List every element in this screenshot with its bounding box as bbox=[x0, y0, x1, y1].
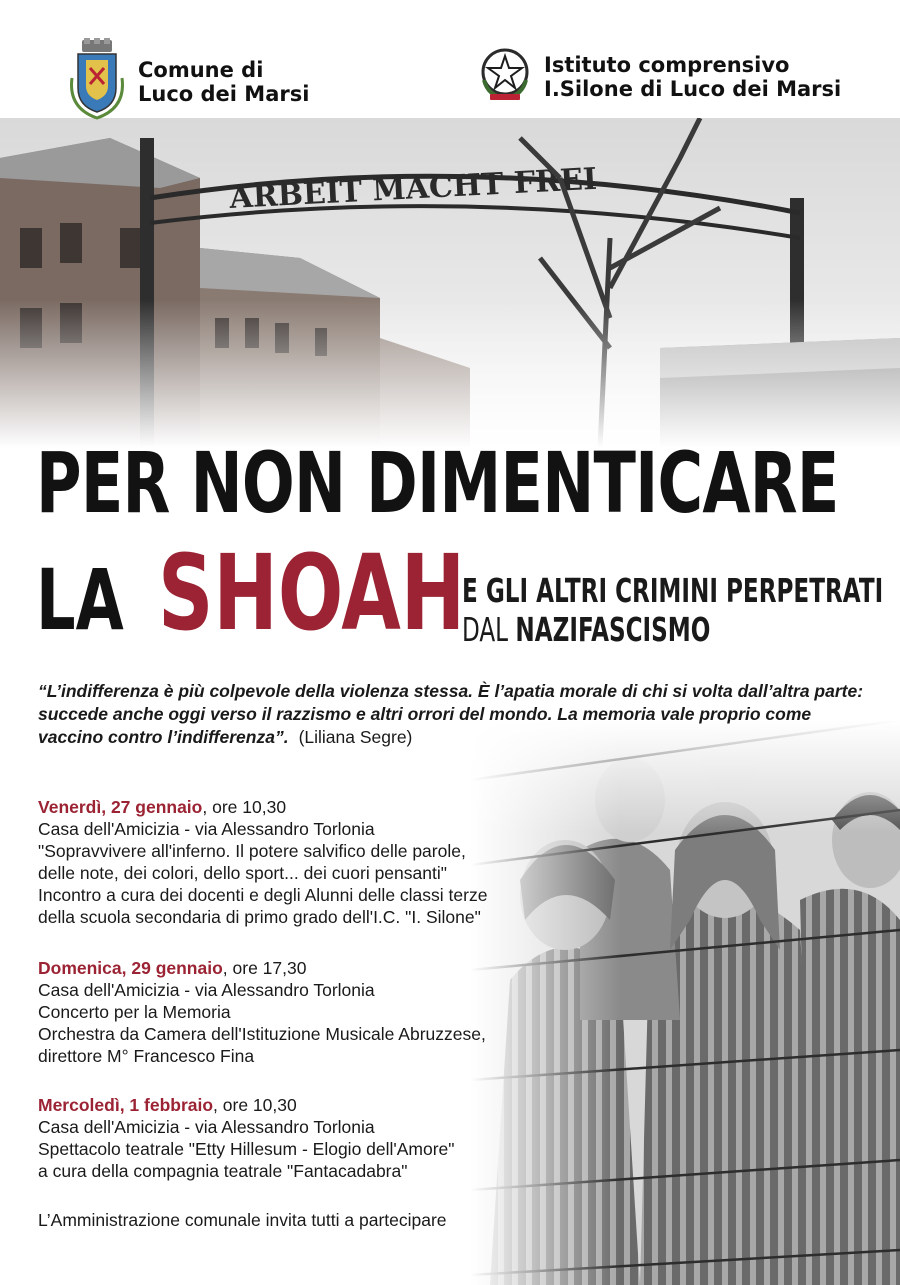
subtitle-bold: NAZIFASCISMO bbox=[515, 610, 711, 649]
invitation-text: L’Amministrazione comunale invita tutti a partecipare bbox=[38, 1210, 447, 1230]
quote-author: (Liliana Segre) bbox=[298, 727, 413, 747]
event-line: Casa dell'Amicizia - via Alessandro Torlonia bbox=[38, 1117, 375, 1137]
event-line: Spettacolo teatrale "Etty Hillesum - Elogio dell'Amore" bbox=[38, 1139, 455, 1159]
municipality-header bbox=[68, 38, 309, 125]
event-line: Incontro a cura dei docenti e degli Alunni delle classi terze bbox=[38, 885, 488, 905]
headline-la: LA bbox=[36, 551, 124, 649]
municipality-name-line2: Luco dei Marsi bbox=[138, 81, 310, 106]
headline-line1: PER NON DIMENTICARE bbox=[36, 434, 839, 532]
event-time: , ore 10,30 bbox=[202, 797, 287, 817]
event-line: a cura della compagnia teatrale "Fantacadabra" bbox=[38, 1161, 408, 1181]
segre-quote bbox=[38, 680, 878, 749]
coat-of-arms-icon bbox=[68, 38, 126, 125]
quote-text: “L’indifferenza è più colpevole della violenza stessa. È l’apatia morale di chi si volta dall’altra parte: succede anche oggi verso il razzismo e altri orrori del mondo. La memoria vale proprio come vaccino contro l’indifferenza”. bbox=[38, 681, 864, 747]
event-line: "Sopravvivere all'inferno. Il potere salvifico delle parole, bbox=[38, 841, 466, 861]
event-1 bbox=[38, 796, 508, 928]
camp-gate-photo bbox=[0, 118, 900, 448]
event-line: della scuola secondaria di primo grado dell'I.C. "I. Silone" bbox=[38, 907, 481, 927]
event-line: delle note, dei colori, dello sport... dei cuori pensanti" bbox=[38, 863, 447, 883]
italian-republic-emblem-icon bbox=[478, 46, 532, 107]
institute-name-line1: Istituto comprensivo bbox=[544, 52, 790, 77]
institute-header bbox=[478, 46, 841, 107]
headline-shoah: SHOAH bbox=[158, 532, 466, 654]
subtitle-line2 bbox=[462, 612, 710, 648]
subtitle-line1: E GLI ALTRI CRIMINI PERPETRATI bbox=[462, 571, 884, 610]
event-time: , ore 10,30 bbox=[213, 1095, 297, 1115]
event-3 bbox=[38, 1094, 508, 1182]
event-line: Orchestra da Camera dell'Istituzione Musicale Abruzzese, bbox=[38, 1024, 486, 1044]
event-time: , ore 17,30 bbox=[222, 958, 307, 978]
municipality-name-line1: Comune di bbox=[138, 57, 264, 82]
event-line: Casa dell'Amicizia - via Alessandro Torlonia bbox=[38, 980, 375, 1000]
event-line: direttore M° Francesco Fina bbox=[38, 1046, 255, 1066]
institute-name-line2: I.Silone di Luco dei Marsi bbox=[544, 76, 842, 101]
event-day: Domenica, 29 gennaio bbox=[38, 958, 223, 978]
event-day: Venerdì, 27 gennaio bbox=[38, 797, 203, 817]
event-line: Concerto per la Memoria bbox=[38, 1002, 231, 1022]
event-line: Casa dell'Amicizia - via Alessandro Torlonia bbox=[38, 819, 375, 839]
children-photo bbox=[470, 720, 900, 1285]
subtitle-prefix: DAL bbox=[462, 610, 509, 649]
event-day: Mercoledì, 1 febbraio bbox=[38, 1095, 214, 1115]
event-2 bbox=[38, 957, 508, 1067]
